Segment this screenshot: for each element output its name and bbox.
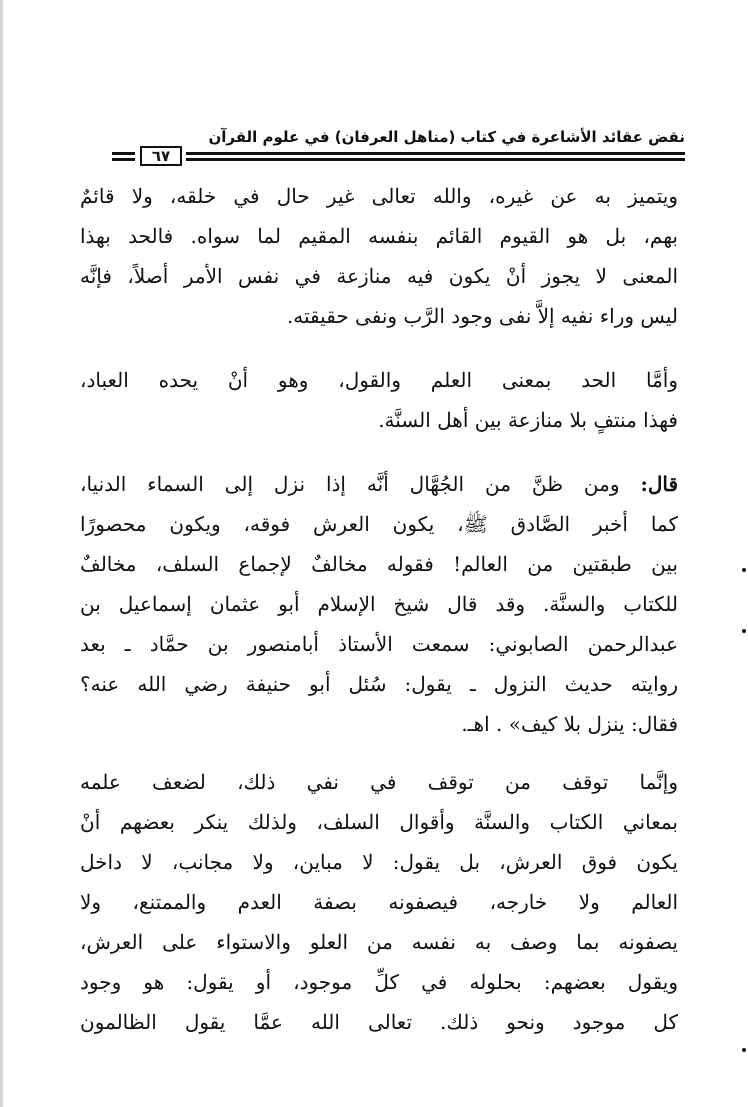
text-line: ويقول بعضهم: بحلوله في كلِّ موجود، أو يقول: هو وجود: [80, 970, 678, 994]
paragraph-lead: قال:: [640, 472, 678, 496]
text-line: بمعاني الكتاب والسنَّة وأقوال السلف، ولذلك ينكر بعضهم أنْ: [80, 810, 678, 834]
text-line-body: ومن ظنَّ من الجُهَّال أنَّه إذا نزل إلى السماء الدنيا،: [80, 472, 620, 496]
page-header: [112, 128, 685, 166]
text-line: عبدالرحمن الصابوني: سمعت الأستاذ أبامنصور بن حمَّاد ـ بعد: [80, 632, 678, 656]
header-rule-top: [186, 152, 685, 155]
text-line: روايته حديث النزول ـ يقول: سُئل أبو حنيفة رضي الله عنه؟: [80, 672, 678, 696]
header-left-mark-bottom: [112, 158, 135, 161]
paragraph-1: [80, 176, 678, 336]
text-line: فقال: ينزل بلا كيف» . اهـ.: [461, 712, 678, 736]
text-line: ليس وراء نفيه إلاَّ نفى وجود الرَّب ونفى حقيقته.: [286, 304, 678, 328]
text-line: العالم ولا خارجه، فيصفونه بصفة العدم والممتنع، ولا: [80, 890, 678, 914]
text-line: بين طبقتين من العالم! فقوله مخالفٌ لإجماع السلف، مخالفٌ: [80, 552, 678, 576]
paragraph-gap: [80, 336, 678, 360]
text-line: فهذا منتفٍ بلا منازعة بين أهل السنَّة.: [378, 408, 678, 432]
page-body: [80, 176, 678, 1042]
running-title: نقض عقائد الأشاعرة في كتاب (مناهل العرفان) في علوم القرآن: [208, 128, 685, 146]
text-line-with-lead: [80, 464, 678, 504]
text-line: كل موجود ونحو ذلك. تعالى الله عمَّا يقول الظالمون: [80, 1010, 678, 1034]
margin-mark: [742, 1048, 746, 1052]
paragraph-2: [80, 360, 678, 440]
text-line: ويتميز به عن غيره، والله تعالى غير حال في خلقه، ولا قائمٌ: [80, 184, 678, 208]
header-rule-bottom: [186, 158, 685, 161]
header-left-mark-top: [112, 152, 135, 155]
paragraph-gap: [80, 440, 678, 464]
paragraph-gap: [80, 744, 678, 762]
text-line: كما أخبر الصَّادق ﷺ، يكون العرش فوقه، ويكون محصورًا: [80, 512, 678, 536]
paragraph-4: [80, 762, 678, 1042]
margin-mark: [742, 568, 746, 572]
page-left-edge: [0, 0, 3, 1107]
text-line: بهم، بل هو القيوم القائم بنفسه المقيم لما سواه. فالحد بهذا: [80, 224, 678, 248]
text-line: وأمَّا الحد بمعنى العلم والقول، وهو أنْ يحده العباد،: [80, 368, 678, 392]
margin-mark: [742, 629, 746, 633]
page-number-box: [140, 146, 182, 166]
paragraph-3: [80, 464, 678, 744]
page-number: ٦٧: [151, 147, 171, 165]
text-line: يكون فوق العرش، بل يقول: لا مباين، ولا مجانب، لا داخل: [80, 850, 678, 874]
text-line: يصفونه بما وصف به نفسه من العلو والاستواء على العرش،: [80, 930, 678, 954]
text-line: للكتاب والسنَّة. وقد قال شيخ الإسلام أبو عثمان إسماعيل بن: [80, 592, 678, 616]
text-line: المعنى لا يجوز أنْ يكون فيه منازعة في نفس الأمر أصلاً، فإنَّه: [80, 264, 678, 288]
text-line: وإنَّما توقف من توقف في نفي ذلك، لضعف علمه: [80, 770, 678, 794]
